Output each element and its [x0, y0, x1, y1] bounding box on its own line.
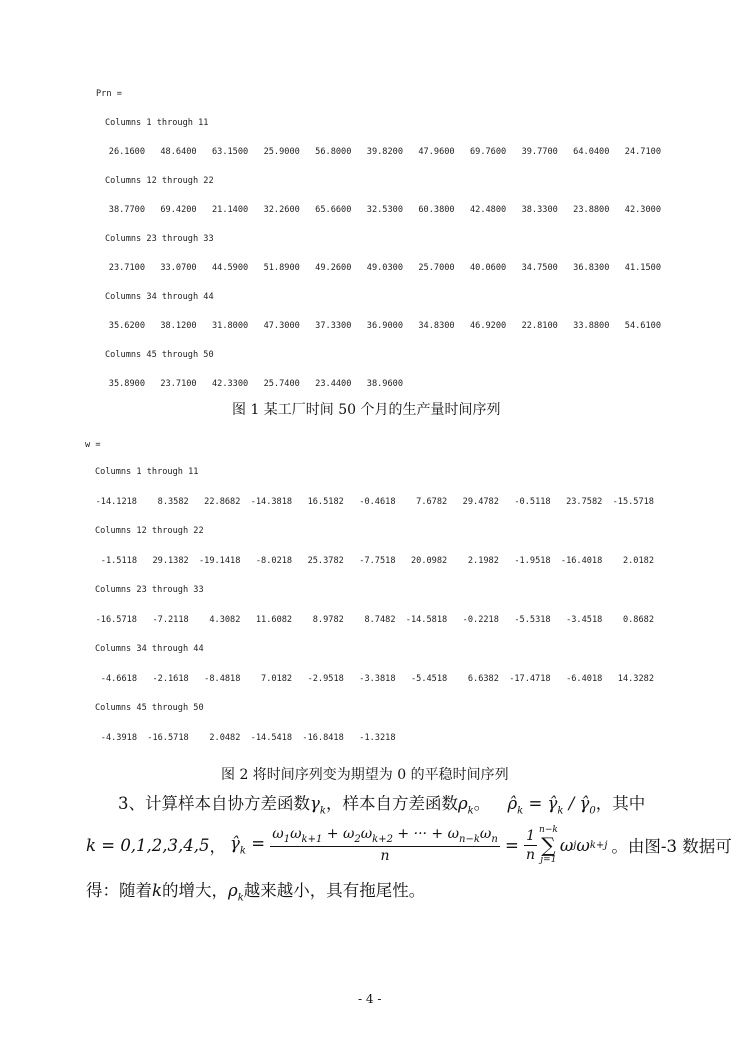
matrix-value: 40.0600 — [469, 263, 507, 273]
matrix-value: 14.3282 — [617, 674, 654, 684]
matrix-value: 38.9600 — [366, 379, 403, 389]
matrix-value: -16.8418 — [302, 733, 344, 743]
matrix-value: -16.4018 — [560, 556, 603, 566]
matrix-value: 6.6382 — [467, 674, 499, 684]
matrix-value: 42.4800 — [469, 205, 507, 215]
matrix-value: 54.6100 — [624, 321, 661, 331]
matrix-value: 25.7000 — [418, 263, 455, 273]
matrix-value: 32.5300 — [366, 205, 403, 215]
columns-header: Columns 1 through 11 — [105, 118, 209, 128]
matrix-value: 60.3800 — [418, 205, 455, 215]
matrix-value: 36.8300 — [573, 263, 610, 273]
matrix-value: 64.0400 — [573, 147, 610, 157]
matrix-value: 35.8900 — [108, 379, 145, 389]
paragraph-line-1 — [118, 790, 645, 816]
matrix-value: 0.8682 — [622, 615, 654, 625]
sum-expression: n−k ∑ j=1 ω j ω k+j — [539, 825, 608, 865]
matrix-value: 36.9000 — [366, 321, 403, 331]
matrix-value: -8.4818 — [204, 674, 241, 684]
matrix-value: -14.3818 — [250, 497, 293, 507]
matrix-value: 2.0182 — [622, 556, 654, 566]
k-symbol: k — [152, 881, 162, 900]
columns-header: Columns 45 through 50 — [105, 350, 214, 360]
text-period: 。 — [473, 794, 491, 813]
paragraph-line-2 — [86, 822, 732, 868]
matrix-value: 56.8000 — [315, 147, 352, 157]
matrix-value: -7.7518 — [359, 556, 396, 566]
matrix-value: 31.8000 — [211, 321, 249, 331]
matrix-value: -6.4018 — [566, 674, 603, 684]
text-sep: ， — [209, 837, 227, 856]
text-where: ，其中 — [595, 794, 646, 813]
matrix-value: -0.2218 — [462, 615, 499, 625]
autocov-fraction: $\frac{\omega_1\omega_{k+1} + \omega_2\omega_{k+2} + \cdot\cdot\cdot + \omega_{n-k}\omega_n}{n}$ — [272, 826, 498, 864]
matrix-value: 51.8900 — [263, 263, 300, 273]
matrix-value: -17.4718 — [509, 674, 551, 684]
matrix-value: -5.4518 — [410, 674, 448, 684]
matrix-value: 65.6600 — [315, 205, 352, 215]
matrix-value: 41.1500 — [624, 263, 661, 273]
matrix-value: 26.1600 — [108, 147, 145, 157]
matrix-value: 38.1200 — [160, 321, 197, 331]
matrix-value: 46.9200 — [469, 321, 507, 331]
figure-1-caption: 图 1 某工厂时间 50 个月的生产量时间序列 — [232, 402, 501, 418]
k-range: k = 0,1,2,3,4,5 — [86, 835, 210, 855]
matrix-value: 63.1500 — [211, 147, 249, 157]
matrix-value: 4.3082 — [209, 615, 241, 625]
matrix-value: 16.5182 — [307, 497, 344, 507]
matrix-value: 33.8800 — [573, 321, 610, 331]
page-number: - 4 - — [358, 992, 382, 1006]
matrix-value: -14.1218 — [95, 497, 137, 507]
matrix-value: -19.1418 — [198, 556, 241, 566]
matrix-value: 23.7582 — [566, 497, 603, 507]
columns-header: Columns 12 through 22 — [95, 526, 204, 536]
matrix-value: 11.6082 — [255, 615, 293, 625]
matrix-value: 23.7100 — [160, 379, 197, 389]
text-conclusion: 越来越小，具有拖尾性。 — [243, 881, 426, 900]
matrix-value: -14.5418 — [250, 733, 293, 743]
matrix-value: 47.3000 — [263, 321, 300, 331]
columns-header: Columns 34 through 44 — [95, 644, 204, 654]
matrix-value: 23.8800 — [573, 205, 610, 215]
matrix-value: 38.3300 — [521, 205, 558, 215]
equals-sign: = — [499, 835, 525, 855]
matrix-value: 47.9600 — [418, 147, 455, 157]
matrix-value: -14.5818 — [405, 615, 448, 625]
matrix-value: -8.0218 — [255, 556, 293, 566]
rho-hat-formula: $\rhô_k$ = $\gammâ_k$ / $\gammâ_0$ — [507, 794, 596, 817]
matrix-value: 42.3000 — [624, 205, 661, 215]
matrix-value: 7.6782 — [416, 497, 448, 507]
matrix-value: -5.5318 — [514, 615, 551, 625]
matrix-value: -2.1618 — [152, 674, 189, 684]
matrix-value: 2.1982 — [467, 556, 499, 566]
matrix-value: -0.5118 — [514, 497, 551, 507]
matrix-value: -16.5718 — [95, 615, 137, 625]
matrix-value: -15.5718 — [612, 497, 654, 507]
matrix-value: 8.9782 — [312, 615, 344, 625]
matrix-value: 69.7600 — [469, 147, 507, 157]
matrix-value: 42.3300 — [211, 379, 249, 389]
matrix-value: -0.4618 — [359, 497, 396, 507]
matrix-value: 29.4782 — [462, 497, 499, 507]
w-label: w = — [85, 440, 101, 450]
matrix-value: 25.9000 — [263, 147, 300, 157]
matrix-value: 38.7700 — [108, 205, 145, 215]
text-figure-ref: 。由图-3 数据可 — [611, 837, 732, 856]
matrix-value: 37.3300 — [315, 321, 352, 331]
matrix-value: 7.0182 — [261, 674, 293, 684]
matrix-value: -3.3818 — [359, 674, 396, 684]
matrix-value: 49.2600 — [315, 263, 352, 273]
columns-header: Columns 45 through 50 — [95, 703, 204, 713]
columns-header: Columns 23 through 33 — [95, 585, 204, 595]
matrix-value: -1.3218 — [359, 733, 396, 743]
matrix-value: 25.7400 — [263, 379, 300, 389]
rho-k-symbol-2: $\rho_k$ — [228, 881, 244, 904]
figure-2-caption: 图 2 将时间序列变为期望为 0 的平稳时间序列 — [221, 767, 509, 783]
matrix-value: -16.5718 — [147, 733, 189, 743]
matrix-value: 2.0482 — [209, 733, 241, 743]
matrix-value: 22.8682 — [204, 497, 241, 507]
matrix-value: 21.1400 — [211, 205, 249, 215]
matrix-value: 32.2600 — [263, 205, 300, 215]
matrix-value: 20.0982 — [410, 556, 448, 566]
matrix-value: 8.3582 — [157, 497, 189, 507]
text-increase: 的增大， — [162, 881, 228, 900]
matrix-value: 69.4200 — [160, 205, 197, 215]
gamma-hat-k: $\gammâ_k$ = — [230, 833, 271, 857]
prn-label: Prn = — [96, 89, 122, 99]
matrix-value: 49.0300 — [366, 263, 403, 273]
matrix-value: -2.9518 — [307, 674, 344, 684]
rho-k-symbol: $\rho_k$ — [457, 794, 474, 817]
columns-header: Columns 34 through 44 — [105, 292, 214, 302]
matrix-value: -4.3918 — [100, 733, 137, 743]
gamma-k-symbol: $\gamma_k$ — [310, 794, 326, 817]
columns-header: Columns 1 through 11 — [95, 467, 199, 477]
text-intro: 3、计算样本自协方差函数 — [118, 794, 310, 813]
matrix-value: 48.6400 — [160, 147, 197, 157]
matrix-value: 23.7100 — [108, 263, 145, 273]
matrix-value: 44.5900 — [211, 263, 249, 273]
matrix-value: 34.8300 — [418, 321, 455, 331]
paragraph-line-3 — [86, 877, 425, 903]
matrix-value: 23.4400 — [315, 379, 352, 389]
matrix-value: 29.1382 — [152, 556, 189, 566]
matrix-value: 35.6200 — [108, 321, 145, 331]
matrix-value: 39.7700 — [521, 147, 558, 157]
matrix-value: 34.7500 — [521, 263, 558, 273]
matrix-value: 8.7482 — [364, 615, 396, 625]
text-mid: ，样本自方差函数 — [325, 794, 458, 813]
matrix-value: -7.2118 — [152, 615, 189, 625]
matrix-value: 22.8100 — [521, 321, 558, 331]
matrix-value: -3.4518 — [566, 615, 603, 625]
matrix-value: -1.5118 — [100, 556, 137, 566]
matrix-value: 25.3782 — [307, 556, 344, 566]
matrix-value: 33.0700 — [160, 263, 197, 273]
matrix-value: 39.8200 — [366, 147, 403, 157]
columns-header: Columns 12 through 22 — [105, 176, 214, 186]
matrix-value: 24.7100 — [624, 147, 661, 157]
one-over-n: $\frac{1}{n}$ — [526, 827, 536, 863]
matrix-value: -4.6618 — [100, 674, 137, 684]
columns-header: Columns 23 through 33 — [105, 234, 214, 244]
matrix-value: -1.9518 — [514, 556, 551, 566]
text-as: 得：随着 — [86, 881, 152, 900]
